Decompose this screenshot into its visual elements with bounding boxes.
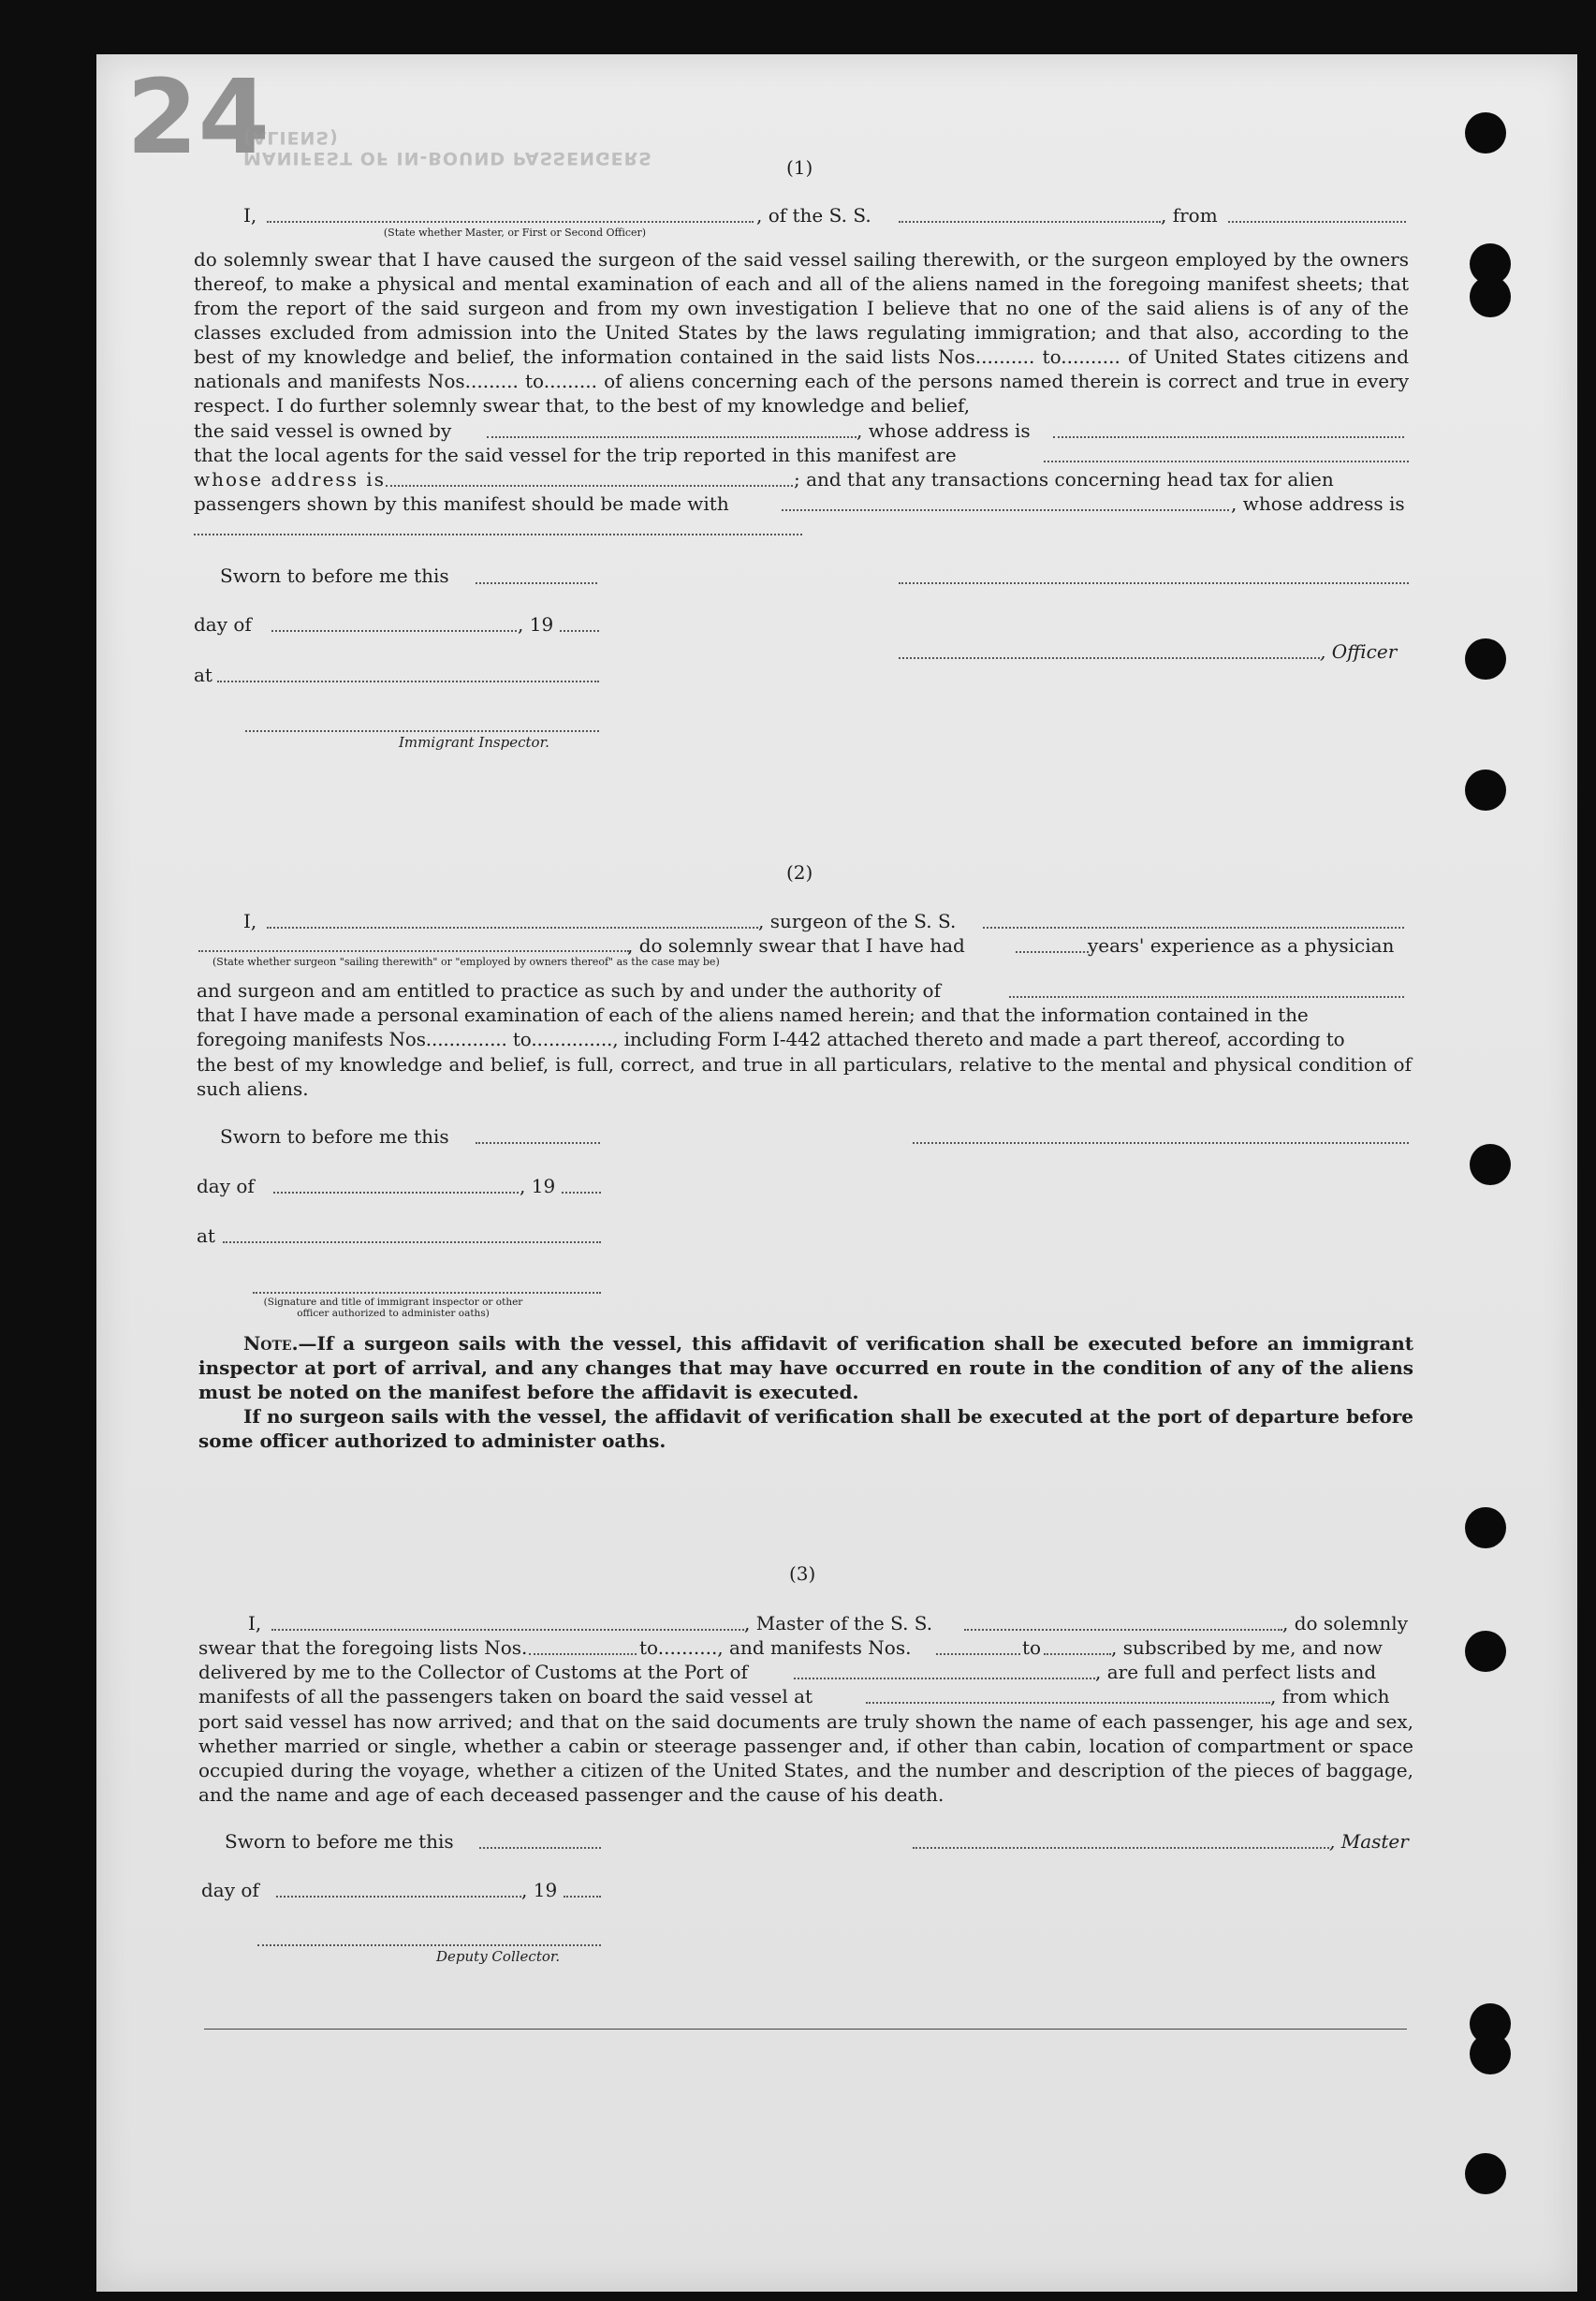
blank-year[interactable]: [564, 1896, 601, 1898]
label-collector: delivered by me to the Collector of Customs at the Port of: [198, 1661, 748, 1683]
blank-party-address[interactable]: [194, 534, 802, 535]
label-from: , from: [1161, 204, 1218, 227]
label-passengers: passengers shown by this manifest should be made with: [194, 492, 729, 515]
note-text: —If a surgeon sails with the vessel, this affidavit of verification shall be executed before an immigrant inspector at port of arrival, and any changes that may have occurred en route in the condition of any of the aliens must be noted on the manifest before the affidavit is executed.: [198, 1332, 1413, 1403]
label-deputy-collector: Deputy Collector.: [436, 1948, 561, 1965]
blank-vessel-name[interactable]: [964, 1629, 1282, 1631]
label-master: , Master: [1329, 1830, 1409, 1853]
section-number: (2): [786, 861, 813, 884]
blank-sworn-day[interactable]: [479, 1847, 601, 1849]
label-sworn: Sworn to before me this: [220, 1125, 449, 1148]
label-sworn: Sworn to before me this: [225, 1830, 454, 1853]
blank-owner-address[interactable]: [1053, 436, 1404, 438]
label-manifests-nos: to.........., and manifests Nos.: [639, 1636, 912, 1659]
label-to: to: [1022, 1636, 1042, 1659]
label-of-ss: , of the S. S.: [756, 204, 871, 227]
label-master-of-ss: , Master of the S. S.: [744, 1612, 933, 1634]
blank-officer-signature[interactable]: [899, 657, 1320, 659]
label-i: I,: [243, 910, 257, 932]
label-local-agents: that the local agents for the said vessel for the trip reported in this manifest are: [194, 444, 957, 466]
blank-agent-address[interactable]: [386, 485, 793, 487]
signature-line[interactable]: [913, 1142, 1409, 1144]
blank-manifests-to[interactable]: [1044, 1653, 1111, 1655]
blank-year[interactable]: [560, 630, 599, 632]
label-i: I,: [248, 1612, 262, 1634]
punch-hole: [1465, 1631, 1506, 1672]
bleed-through-text: MANIFEST OF IN-BOUND PASSENGERS (ALIENS): [243, 127, 652, 169]
note-paragraph: [198, 1331, 1413, 1404]
blank-departure-port[interactable]: [866, 1702, 1270, 1704]
label-at: at: [194, 664, 212, 686]
punch-hole: [1465, 2153, 1506, 2194]
label-at: at: [197, 1224, 215, 1247]
blank-lists-from[interactable]: [529, 1653, 637, 1655]
label-lists-nos: swear that the foregoing lists Nos.: [198, 1636, 528, 1659]
oath-paragraph-1: do solemnly swear that I have caused the surgeon of the said vessel sailing therewith, or the surgeon employed by the owners thereof, to make a physical and mental examination of each and all of the aliens named in the foregoing manifest sheets; that from the report of the said surgeon and from my own investigation I believe that no one of the said aliens is of any of the classes excluded from admission into the United States by the laws regulating immigration; and that also, according to the best of my knowledge and belief, the information contained in the said lists Nos.......... to.......... of United States citizens and nationals and manifests Nos......... to......... of aliens concerning each of the persons named therein is correct and true in every respect. I do further solemnly swear that, to the best of my knowledge and belief,: [194, 248, 1409, 417]
blank-month[interactable]: [273, 1192, 519, 1194]
blank-vessel-name[interactable]: [899, 221, 1161, 223]
blank-inspector-signature[interactable]: [245, 730, 599, 732]
blank-surgeon-name[interactable]: [267, 927, 758, 929]
caption-surgeon-status: (State whether surgeon "sailing therewith" or "employed by owners thereof" as the case may be): [212, 956, 720, 968]
blank-manifests-from[interactable]: [936, 1653, 1020, 1655]
blank-vessel-name[interactable]: [983, 927, 1404, 929]
label-authority: and surgeon and am entitled to practice as such by and under the authority of: [197, 979, 941, 1002]
punch-hole: [1465, 769, 1506, 811]
blank-official-signature[interactable]: [253, 1292, 601, 1294]
section-number: (1): [786, 156, 813, 179]
blank-sworn-day[interactable]: [476, 1142, 600, 1144]
bottom-rule: [204, 2029, 1407, 2030]
label-owned-by: the said vessel is owned by: [194, 419, 452, 442]
blank-head-tax-party[interactable]: [782, 509, 1229, 511]
punch-hole: [1470, 2033, 1511, 2074]
label-whose-address: , whose address is: [857, 419, 1031, 442]
text-belief: the best of my knowledge and belief, is full, correct, and true in all particulars, relative to the mental and physical condition of such aliens.: [197, 1053, 1412, 1100]
label-day-of: day of: [201, 1879, 259, 1901]
blank-sworn-day[interactable]: [476, 582, 597, 584]
label-day-of: day of: [194, 613, 252, 636]
blank-from-port[interactable]: [1228, 221, 1406, 223]
text-manifests-nos: foregoing manifests Nos.............. to.............., including Form I-442 attached thereto and made a part thereof, according to: [197, 1028, 1345, 1050]
blank-authority[interactable]: [1009, 996, 1404, 998]
punch-hole: [1465, 638, 1506, 680]
label-from-which: , from which: [1270, 1685, 1390, 1707]
label-do-solemnly: , do solemnly: [1282, 1612, 1408, 1634]
label-head-tax: ; and that any transactions concerning head tax for alien: [794, 468, 1334, 491]
oath-paragraph-3: port said vessel has now arrived; and that on the said documents are truly shown the name of each passenger, his age and sex, whether married or single, whether a cabin or steerage passenger and, if other than cabin, location of compartment or space occupied during the voyage, whether a citizen of the United States, and the number and description of the pieces of baggage, and the name and age of each deceased passenger and the cause of his death.: [198, 1710, 1413, 1806]
blank-local-agents[interactable]: [1044, 461, 1409, 462]
blank-years[interactable]: [1016, 951, 1089, 953]
blank-officer-name[interactable]: [267, 221, 754, 223]
blank-surgeon-status[interactable]: [198, 950, 629, 952]
section-number: (3): [789, 1562, 816, 1585]
signature-line[interactable]: [899, 582, 1409, 584]
blank-at-place[interactable]: [223, 1241, 601, 1243]
blank-at-place[interactable]: [217, 681, 599, 682]
label-surgeon-of-ss: , surgeon of the S. S.: [758, 910, 957, 932]
label-whose-address: , whose address is: [1231, 492, 1405, 515]
blank-collector-signature[interactable]: [257, 1944, 601, 1946]
caption-official-signature: (Signature and title of immigrant inspector or other officer authorized to administer oaths): [263, 1297, 523, 1319]
blank-month[interactable]: [271, 630, 517, 632]
label-year: , 19: [520, 1175, 556, 1197]
blank-year[interactable]: [562, 1192, 601, 1194]
label-i: I,: [243, 204, 257, 227]
caption-officer: (State whether Master, or First or Second Officer): [383, 227, 647, 239]
note-paragraph-2: If no surgeon sails with the vessel, the affidavit of verification shall be executed at the port of departure before some officer authorized to administer oaths.: [198, 1405, 1413, 1452]
label-full-perfect: , are full and perfect lists and: [1095, 1661, 1377, 1683]
punch-hole: [1470, 276, 1511, 317]
label-sworn: Sworn to before me this: [220, 564, 449, 587]
label-year: , 19: [521, 1879, 558, 1901]
punch-hole: [1465, 112, 1506, 154]
label-year: , 19: [518, 613, 554, 636]
punch-hole: [1465, 1507, 1506, 1548]
label-solemnly-swear: , do solemnly swear that I have had: [627, 934, 965, 957]
page-number-stamp: 24: [126, 57, 271, 177]
label-immigrant-inspector: Immigrant Inspector.: [399, 734, 549, 751]
label-subscribed: , subscribed by me, and now: [1111, 1636, 1383, 1659]
label-taken-on-board: manifests of all the passengers taken on board the said vessel at: [198, 1685, 813, 1707]
blank-master-signature[interactable]: [913, 1847, 1329, 1849]
blank-master-name[interactable]: [271, 1629, 744, 1631]
label-day-of: day of: [197, 1175, 255, 1197]
label-years-experience: years' experience as a physician: [1088, 934, 1395, 957]
blank-port[interactable]: [794, 1678, 1095, 1679]
text-examination: that I have made a personal examination of each of the aliens named herein; and that the information contained in the: [197, 1004, 1309, 1026]
blank-month[interactable]: [276, 1896, 521, 1898]
label-officer: , Officer: [1320, 640, 1398, 663]
punch-hole: [1470, 1144, 1511, 1185]
label-whose-address: whose address is: [194, 468, 386, 491]
blank-owner[interactable]: [487, 436, 857, 438]
note-label: Note.: [243, 1332, 299, 1355]
